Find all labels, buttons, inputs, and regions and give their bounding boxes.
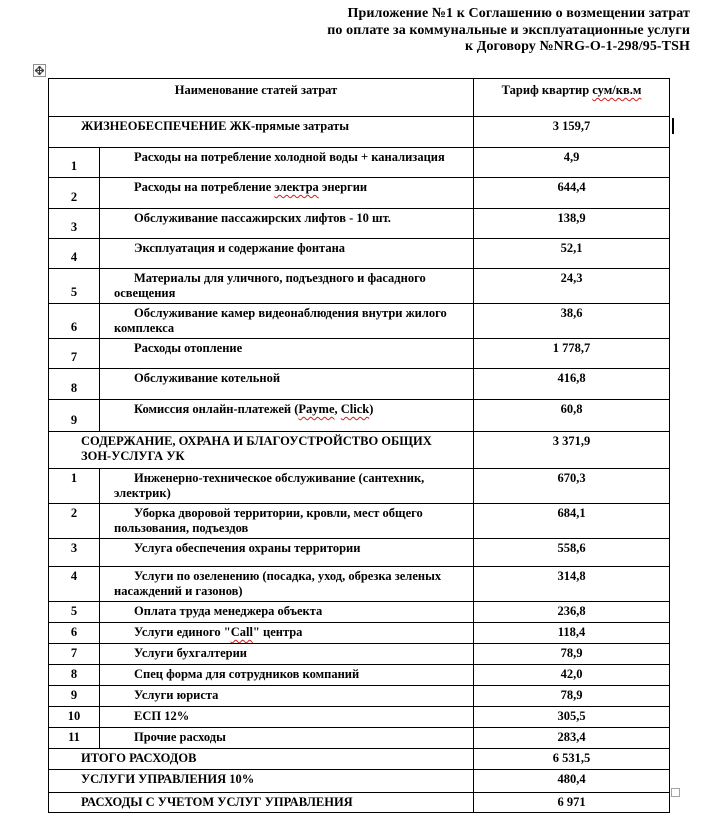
row-name-cell[interactable]: Спец форма для сотрудников компаний [100, 665, 474, 685]
row-tariff-cell[interactable]: 60,8 [560, 402, 583, 416]
row-tariff-cell[interactable]: 1 778,7 [552, 341, 591, 355]
row-number-cell[interactable]: 8 [49, 369, 100, 399]
title-line-1: Приложение №1 к Соглашению о возмещении затрат [347, 6, 690, 21]
row-number-cell[interactable]: 10 [49, 707, 100, 727]
row-number-cell[interactable]: 5 [49, 602, 100, 622]
row-tariff-cell[interactable]: 236,8 [557, 604, 586, 618]
section-tariff-cell[interactable]: 3 371,9 [552, 434, 591, 448]
row-number-cell[interactable]: 6 [49, 304, 100, 338]
row-tariff-cell[interactable]: 314,8 [557, 569, 586, 583]
table-row [49, 686, 669, 707]
table-row [49, 728, 669, 749]
row-number-cell[interactable]: 7 [49, 339, 100, 368]
title-line-2: по оплате за коммунальные и эксплуатационные услуги [327, 22, 690, 38]
section-name-cell[interactable]: СОДЕРЖАНИЕ, ОХРАНА И БЛАГОУСТРОЙСТВО ОБЩИХ ЗОН-УСЛУГА УК [49, 432, 474, 468]
table-row [49, 369, 669, 400]
column-header-name[interactable]: Наименование статей затрат [49, 79, 474, 116]
row-number-cell[interactable]: 3 [49, 539, 100, 566]
row-name-cell[interactable]: Услуга обеспечения охраны территории [100, 539, 474, 566]
row-tariff-cell[interactable]: 283,4 [557, 730, 586, 744]
text-cursor [672, 118, 674, 134]
section-tariff-cell[interactable]: 6 531,5 [552, 751, 591, 765]
row-tariff-cell[interactable]: 78,9 [560, 646, 583, 660]
section-name-cell[interactable]: ИТОГО РАСХОДОВ [49, 749, 474, 769]
spellcheck-squiggle: Call [230, 625, 253, 639]
row-name-cell[interactable]: Услуги бухгалтерии [100, 644, 474, 664]
table-row [49, 304, 669, 339]
row-number-cell[interactable]: 5 [49, 269, 100, 303]
row-number-cell[interactable]: 3 [49, 209, 100, 238]
section-tariff-cell[interactable]: 3 159,7 [552, 119, 591, 133]
row-tariff-cell[interactable]: 38,6 [560, 306, 583, 320]
row-name-cell[interactable]: Обслуживание пассажирских лифтов - 10 шт. [100, 209, 474, 238]
table-row [49, 707, 669, 728]
table-total-row [49, 749, 669, 770]
document-title[interactable] [0, 6, 690, 56]
section-name-cell[interactable]: УСЛУГИ УПРАВЛЕНИЯ 10% [49, 770, 474, 792]
row-name-cell[interactable]: Уборка дворовой территории, кровли, мест общего пользования, подъездов [100, 504, 474, 538]
table-resize-handle[interactable] [671, 788, 680, 797]
row-name-cell[interactable]: Обслуживание камер видеонаблюдения внутри жилого комплекса [100, 304, 474, 338]
table-total-row [49, 793, 669, 812]
row-tariff-cell[interactable]: 305,5 [557, 709, 586, 723]
row-tariff-cell[interactable]: 138,9 [557, 211, 586, 225]
row-tariff-cell[interactable]: 684,1 [557, 506, 586, 520]
table-row [49, 239, 669, 269]
table-row [49, 644, 669, 665]
table-row [49, 567, 669, 602]
row-name-cell[interactable]: Эксплуатация и содержание фонтана [100, 239, 474, 268]
section-tariff-cell[interactable]: 6 971 [557, 795, 586, 809]
row-number-cell[interactable]: 9 [49, 686, 100, 706]
table-move-handle[interactable] [33, 64, 46, 77]
table-total-row [49, 770, 669, 793]
table-row [49, 178, 669, 209]
table-row [49, 623, 669, 644]
section-name-cell[interactable]: ЖИЗНЕОБЕСПЕЧЕНИЕ ЖК-прямые затраты [49, 117, 474, 147]
spellcheck-squiggle: электра [274, 180, 319, 194]
spellcheck-squiggle: сум/кв.м [592, 83, 642, 97]
table-row [49, 269, 669, 304]
row-name-cell[interactable]: Расходы на потребление электра энергии [100, 178, 474, 208]
table-row [49, 665, 669, 686]
row-name-cell[interactable]: Комиссия онлайн-платежей (Payme, Click) [100, 400, 474, 431]
table-row [49, 469, 669, 504]
row-number-cell[interactable]: 4 [49, 239, 100, 268]
row-tariff-cell[interactable]: 24,3 [560, 271, 583, 285]
row-name-cell[interactable]: Услуги единого "Call" центра [100, 623, 474, 643]
row-tariff-cell[interactable]: 118,4 [557, 625, 586, 639]
row-name-cell[interactable]: Расходы на потребление холодной воды + канализация [100, 148, 474, 177]
row-tariff-cell[interactable]: 416,8 [557, 371, 586, 385]
row-tariff-cell[interactable]: 644,4 [557, 180, 586, 194]
title-line-3: к Договору №NRG-O-1-298/95-TSH [464, 39, 690, 54]
table-row [49, 209, 669, 239]
row-name-cell[interactable]: Обслуживание котельной [100, 369, 474, 399]
row-number-cell[interactable]: 2 [49, 504, 100, 538]
spellcheck-squiggle: Click [340, 402, 370, 416]
row-number-cell[interactable]: 2 [49, 178, 100, 208]
move-arrows-icon [35, 66, 44, 75]
row-number-cell[interactable]: 1 [49, 148, 100, 177]
row-tariff-cell[interactable]: 52,1 [560, 241, 583, 255]
row-number-cell[interactable]: 1 [49, 469, 100, 503]
row-tariff-cell[interactable]: 42,0 [560, 667, 583, 681]
row-tariff-cell[interactable]: 4,9 [563, 150, 580, 164]
row-name-cell[interactable]: Услуги юриста [100, 686, 474, 706]
column-header-tariff[interactable]: Тариф квартир сум/кв.м [501, 83, 642, 97]
row-name-cell[interactable]: Оплата труда менеджера объекта [100, 602, 474, 622]
table-header-row [49, 79, 669, 117]
row-number-cell[interactable]: 11 [49, 728, 100, 748]
row-number-cell[interactable]: 7 [49, 644, 100, 664]
row-number-cell[interactable]: 4 [49, 567, 100, 601]
row-tariff-cell[interactable]: 78,9 [560, 688, 583, 702]
row-tariff-cell[interactable]: 670,3 [557, 471, 586, 485]
spellcheck-squiggle: Payme [298, 402, 335, 416]
row-number-cell[interactable]: 9 [49, 400, 100, 431]
table-section-row [49, 432, 669, 469]
row-tariff-cell[interactable]: 558,6 [557, 541, 586, 555]
table-row [49, 339, 669, 369]
row-name-cell[interactable]: Инженерно-техническое обслуживание (сантехник, электрик) [100, 469, 474, 503]
table-row [49, 400, 669, 432]
row-name-cell[interactable]: Материалы для уличного, подъездного и фасадного освещения [100, 269, 474, 303]
row-name-cell[interactable]: ЕСП 12% [100, 707, 474, 727]
table-row [49, 602, 669, 623]
row-number-cell[interactable]: 6 [49, 623, 100, 643]
table-row [49, 504, 669, 539]
table-row [49, 148, 669, 178]
table-section-row [49, 117, 669, 148]
table-row [49, 539, 669, 567]
row-name-cell[interactable]: Услуги по озеленению (посадка, уход, обрезка зеленых насаждений и газонов) [100, 567, 474, 601]
section-tariff-cell[interactable]: 480,4 [557, 772, 586, 786]
section-name-cell[interactable]: РАСХОДЫ С УЧЕТОМ УСЛУГ УПРАВЛЕНИЯ [49, 793, 474, 812]
row-name-cell[interactable]: Прочие расходы [100, 728, 474, 748]
costs-table [48, 78, 670, 813]
row-number-cell[interactable]: 8 [49, 665, 100, 685]
row-name-cell[interactable]: Расходы отопление [100, 339, 474, 368]
